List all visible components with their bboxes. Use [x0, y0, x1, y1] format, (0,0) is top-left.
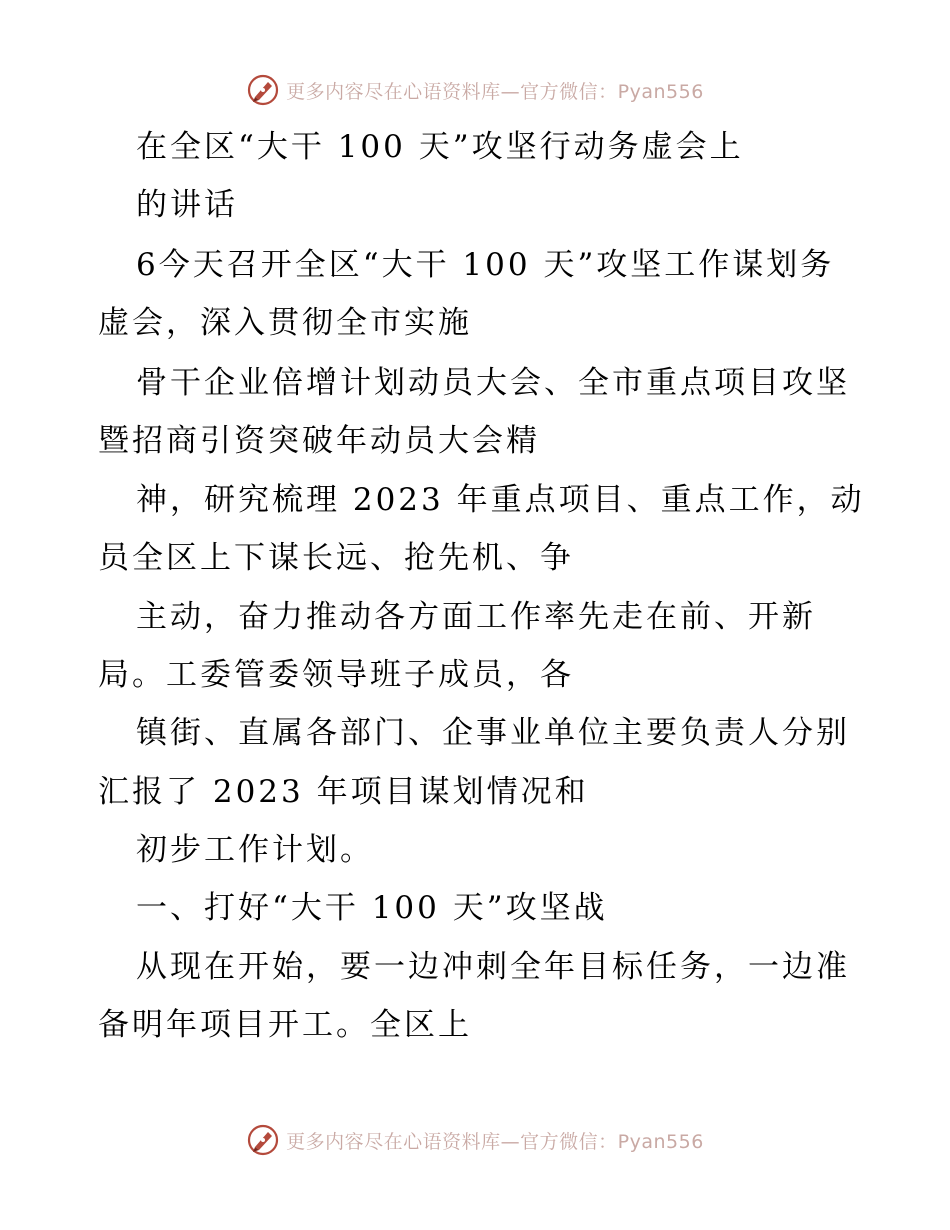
doc-text-line: 神，研究梳理 2023 年重点项目、重点工作，动	[136, 482, 865, 518]
watermark-text: 更多内容尽在心语资料库—官方微信：Pyan556	[286, 80, 704, 103]
doc-title-line-2: 的讲话	[136, 187, 238, 223]
doc-text-line: 备明年项目开工。全区上	[98, 1007, 472, 1043]
doc-text-line: 虚会，深入贯彻全市实施	[98, 305, 472, 341]
doc-text-line: 主动，奋力推动各方面工作率先走在前、开新	[136, 599, 816, 635]
doc-text-line: 汇报了 2023 年项目谋划情况和	[98, 774, 589, 810]
doc-text-line: 暨招商引资突破年动员大会精	[98, 423, 540, 459]
doc-text-line: 骨干企业倍增计划动员大会、全市重点项目攻坚	[136, 365, 850, 401]
doc-text-line: 初步工作计划。	[136, 832, 374, 868]
doc-text-line: 镇街、直属各部门、企事业单位主要负责人分别	[136, 715, 850, 751]
watermark-text: 更多内容尽在心语资料库—官方微信：Pyan556	[286, 1130, 704, 1153]
doc-text-line: 员全区上下谋长远、抢先机、争	[98, 540, 574, 576]
footer-watermark-banner	[0, 1120, 950, 1160]
pen-nib-logo-icon	[246, 73, 280, 107]
section-heading: 一、打好“大干 100 天”攻坚战	[136, 890, 608, 926]
header-watermark-banner	[0, 70, 950, 110]
doc-text-line: 从现在开始，要一边冲刺全年目标任务，一边准	[136, 949, 850, 985]
doc-title-line-1: 在全区“大干 100 天”攻坚行动务虚会上	[136, 129, 744, 165]
doc-text-line: 6今天召开全区“大干 100 天”攻坚工作谋划务	[136, 247, 835, 283]
doc-text-line: 局。工委管委领导班子成员，各	[98, 657, 574, 693]
pen-nib-logo-icon	[246, 1123, 280, 1157]
